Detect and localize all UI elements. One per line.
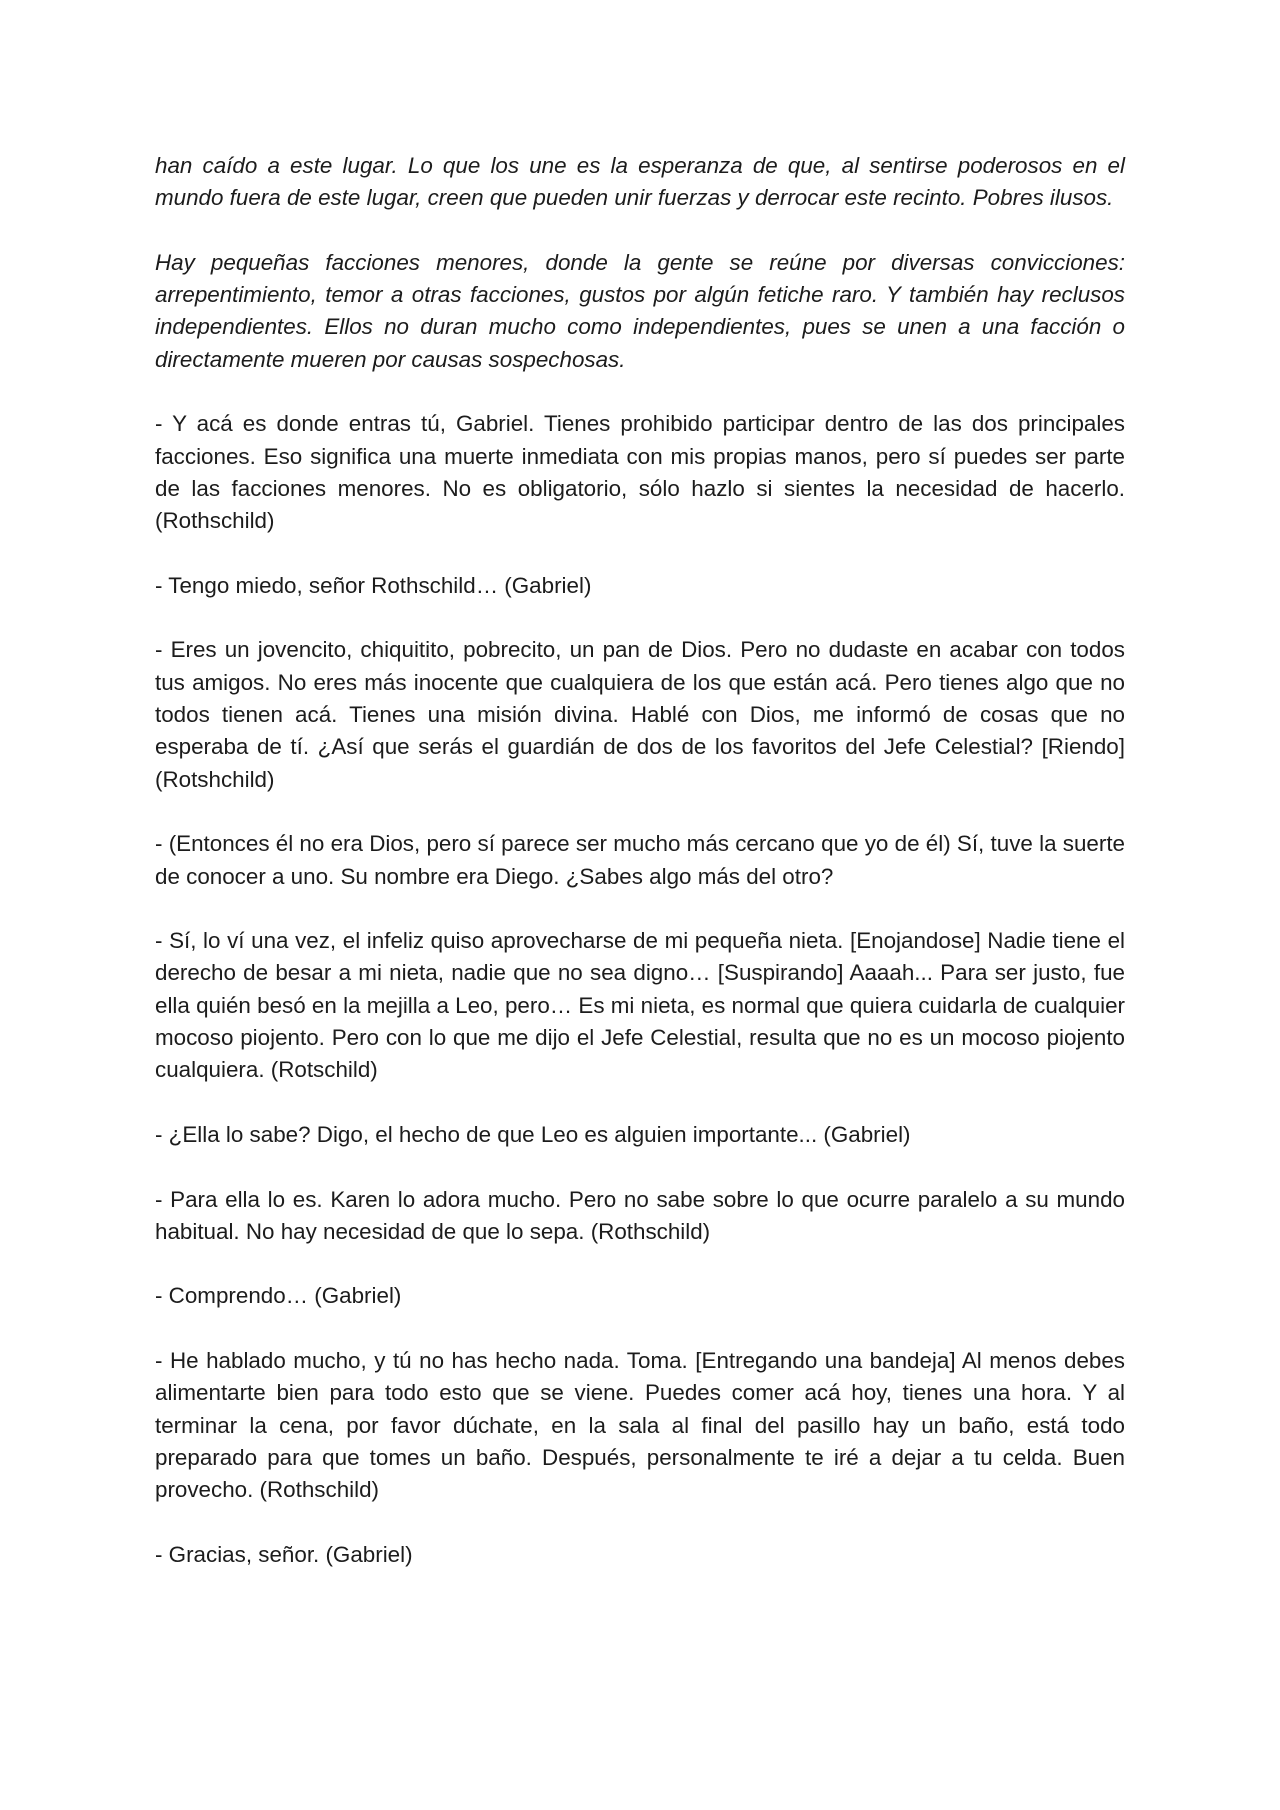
dialogue-paragraph: - Tengo miedo, señor Rothschild… (Gabriel) bbox=[155, 572, 592, 598]
dialogue-paragraph: - Para ella lo es. Karen lo adora mucho. Pero no sabe sobre lo que ocurre paralelo a su mundo habitual. No hay necesidad de que lo sepa. (Rothschild) bbox=[155, 1186, 1125, 1244]
dialogue-paragraph: - (Entonces él no era Dios, pero sí parece ser mucho más cercano que yo de él) Sí, tuve la suerte de conocer a uno. Su nombre era Diego. ¿Sabes algo más del otro? bbox=[155, 831, 1125, 889]
dialogue-paragraph: - Eres un jovencito, chiquitito, pobrecito, un pan de Dios. Pero no dudaste en acabar con todos tus amigos. No eres más inocente que cualquiera de los que están acá. Pero tienes algo que no todos tienen acá. Tienes una misión divina. Hablé con Dios, me informó de cosas que no esperaba de tí. ¿Así que serás el guardián de dos de los favoritos del Jefe Celestial? [Riendo] (Rotshchild) bbox=[155, 637, 1125, 792]
narration-paragraph: Hay pequeñas facciones menores, donde la gente se reúne por diversas convicciones: arrepentimiento, temor a otras facciones, gustos por algún fetiche raro. Y también hay reclusos independientes. Ellos no duran mucho como independientes, pues se unen a una facción o directamente mueren por causas sospechosas. bbox=[155, 249, 1125, 372]
dialogue-paragraph: - Y acá es donde entras tú, Gabriel. Tienes prohibido participar dentro de las dos principales facciones. Eso significa una muerte inmediata con mis propias manos, pero sí puedes ser parte de las facciones menores. No es obligatorio, sólo hazlo si sientes la necesidad de hacerlo. (Rothschild) bbox=[155, 411, 1125, 534]
dialogue-paragraph: - ¿Ella lo sabe? Digo, el hecho de que Leo es alguien importante... (Gabriel) bbox=[155, 1121, 911, 1147]
dialogue-paragraph: - He hablado mucho, y tú no has hecho nada. Toma. [Entregando una bandeja] Al menos debes alimentarte bien para todo esto que se viene. Puedes comer acá hoy, tienes una hora. Y al terminar la cena, por favor dúchate, en la sala al final del pasillo hay un baño, está todo preparado para que tomes un baño. Después, personalmente te iré a dejar a tu celda. Buen provecho. (Rothschild) bbox=[155, 1347, 1125, 1503]
document-body bbox=[155, 150, 1125, 1603]
dialogue-paragraph: - Comprendo… (Gabriel) bbox=[155, 1283, 402, 1309]
dialogue-paragraph: - Gracias, señor. (Gabriel) bbox=[155, 1541, 413, 1567]
narration-paragraph: han caído a este lugar. Lo que los une es la esperanza de que, al sentirse poderosos en el mundo fuera de este lugar, creen que pueden unir fuerzas y derrocar este recinto. Pobres ilusos. bbox=[155, 153, 1125, 211]
dialogue-paragraph: - Sí, lo ví una vez, el infeliz quiso aprovecharse de mi pequeña nieta. [Enojandose] Nadie tiene el derecho de besar a mi nieta, nadie que no sea digno… [Suspirando] Aaaah... Para ser justo, fue ella quién besó en la mejilla a Leo, pero… Es mi nieta, es normal que quiera cuidarla de cualquier mocoso piojento. Pero con lo que me dijo el Jefe Celestial, resulta que no es un mocoso piojento cualquiera. (Rotschild) bbox=[155, 928, 1125, 1083]
